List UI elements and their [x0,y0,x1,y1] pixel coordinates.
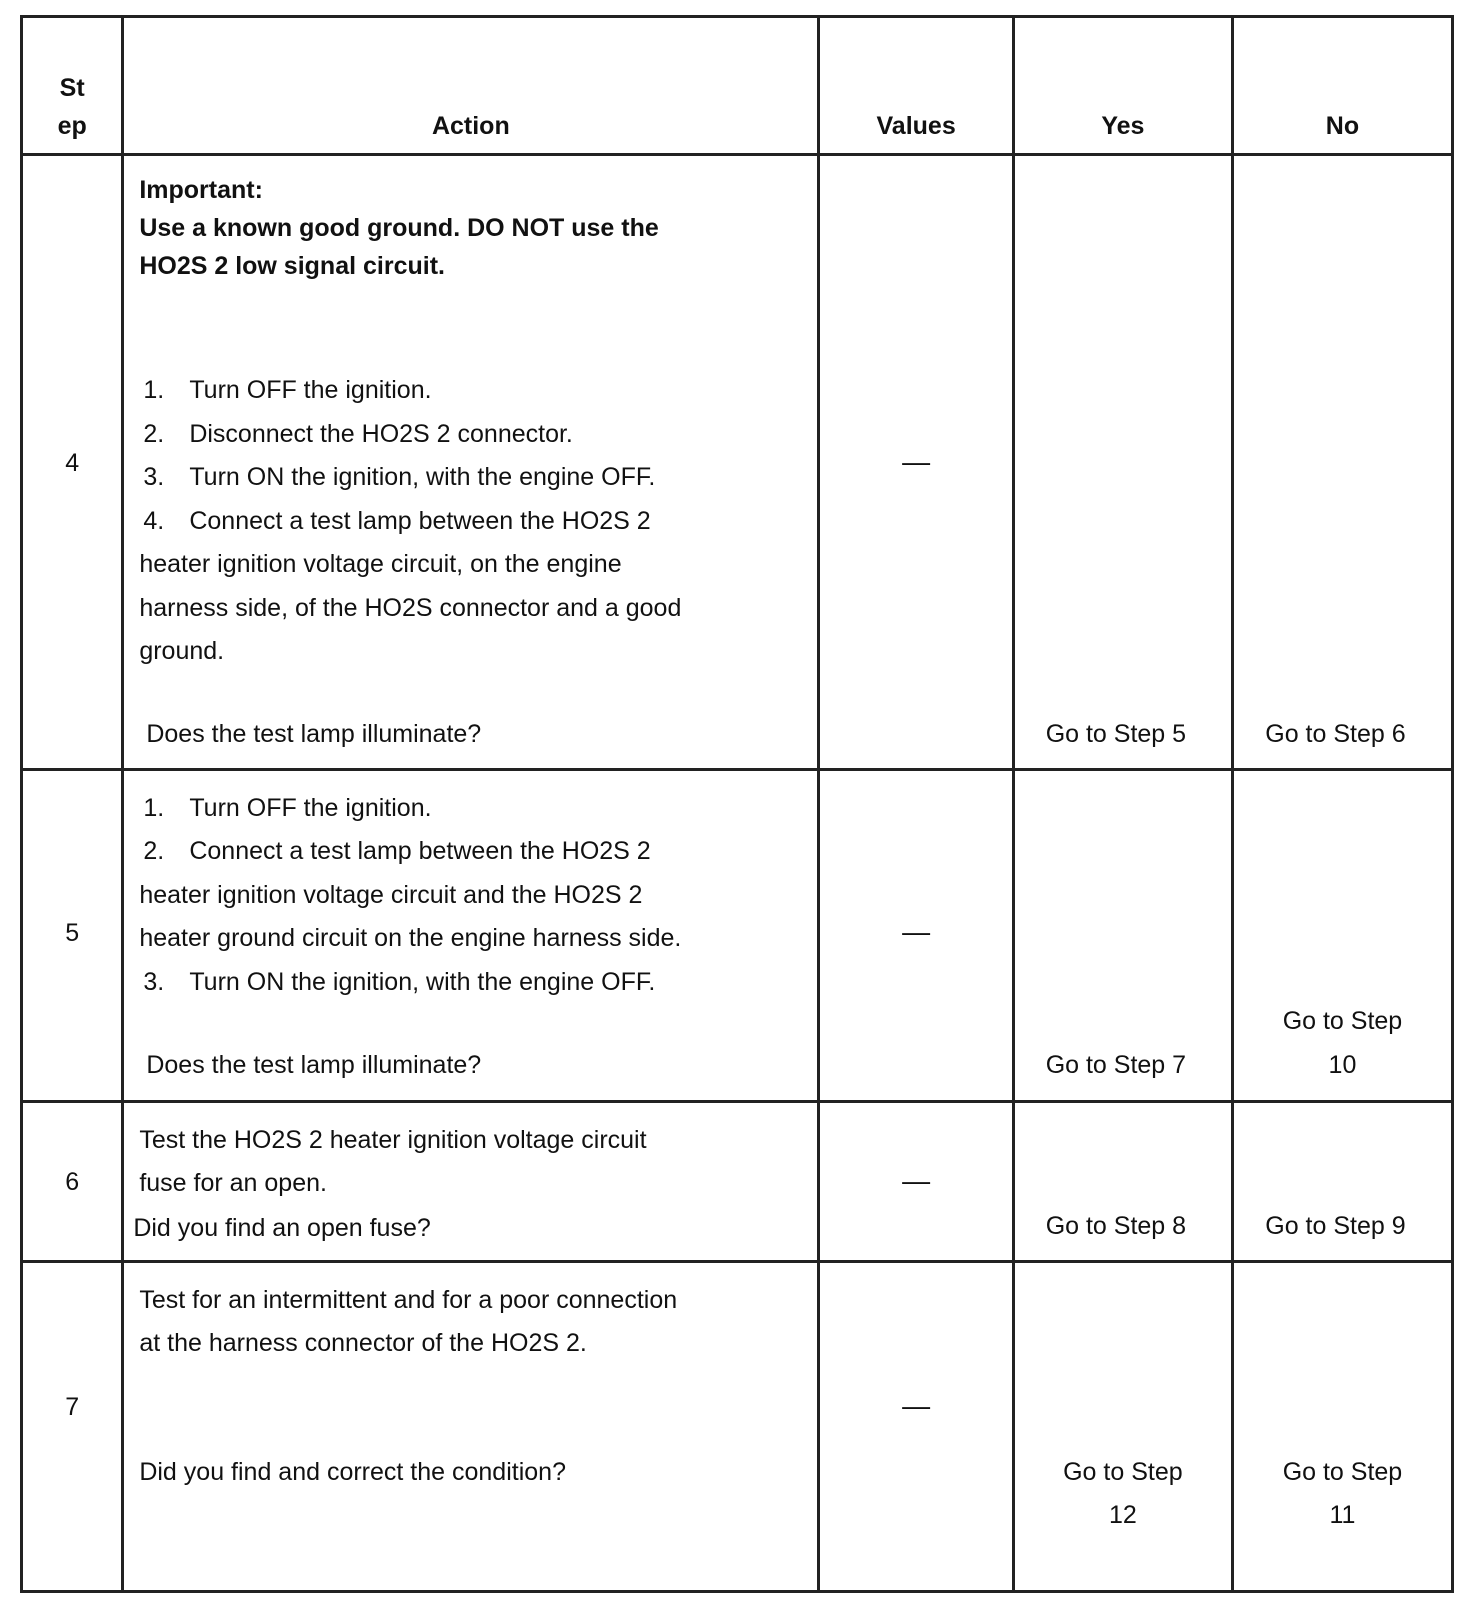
values-cell: — [819,1102,1013,1262]
header-yes: Yes [1013,17,1232,155]
list-item: 3. Turn ON the ignition, with the engine OFF. [143,463,656,491]
no-cell: Go to Step 11 [1232,1262,1452,1592]
no-cell: Go to Step 9 [1232,1102,1452,1262]
step-number: 7 [22,1262,123,1592]
header-no: No [1232,17,1452,155]
action-text: Test the HO2S 2 heater ignition voltage circuit [139,1126,647,1154]
yes-cell: Go to Step 12 [1013,1262,1232,1592]
table-row [22,1102,1453,1262]
table-row [22,1262,1453,1592]
list-item-continued: ground. [139,637,225,665]
question-text: Does the test lamp illuminate? [146,1051,482,1079]
values-cell: — [819,770,1013,1102]
header-values: Values [819,17,1013,155]
list-item: 1. Turn OFF the ignition. [143,794,432,822]
header-action: Action [123,17,819,155]
values-cell: — [819,155,1013,770]
list-item: 2. Disconnect the HO2S 2 connector. [143,420,573,448]
yes-cell: Go to Step 7 [1013,770,1232,1102]
step-number: 5 [22,770,123,1102]
header-step: St ep [22,17,123,155]
list-item: 2. Connect a test lamp between the HO2S 2 [143,837,651,865]
list-item: 3. Turn ON the ignition, with the engine OFF. [143,968,656,996]
list-item: 4. Connect a test lamp between the HO2S 2 [143,507,651,535]
important-label: Important: [139,176,263,204]
action-text: at the harness connector of the HO2S 2. [139,1329,587,1357]
action-cell [123,770,819,1102]
list-item-continued: heater ignition voltage circuit, on the engine [139,550,622,578]
header-row [22,17,1453,155]
list-item-continued: harness side, of the HO2S connector and a good [139,594,682,622]
values-cell: — [819,1262,1013,1592]
action-cell [123,1262,819,1592]
important-text: HO2S 2 low signal circuit. [139,252,445,280]
question-text: Did you find an open fuse? [133,1214,431,1242]
action-cell [123,1102,819,1262]
no-cell: Go to Step 6 [1232,155,1452,770]
list-item-continued: heater ignition voltage circuit and the HO2S 2 [139,881,643,909]
question-text: Did you find and correct the condition? [139,1458,566,1486]
no-cell: Go to Step 10 [1232,770,1452,1102]
step-number: 4 [22,155,123,770]
yes-cell: Go to Step 8 [1013,1102,1232,1262]
list-item-continued: heater ground circuit on the engine harness side. [139,924,682,952]
important-text: Use a known good ground. DO NOT use the [139,214,659,242]
action-text: fuse for an open. [139,1169,327,1197]
step-number: 6 [22,1102,123,1262]
diagnostic-table [20,15,1454,1593]
yes-cell: Go to Step 5 [1013,155,1232,770]
list-item: 1. Turn OFF the ignition. [143,376,432,404]
action-cell [123,155,819,770]
table-row [22,770,1453,1102]
table-row [22,155,1453,770]
question-text: Does the test lamp illuminate? [146,720,482,748]
action-text: Test for an intermittent and for a poor connection [139,1286,678,1314]
